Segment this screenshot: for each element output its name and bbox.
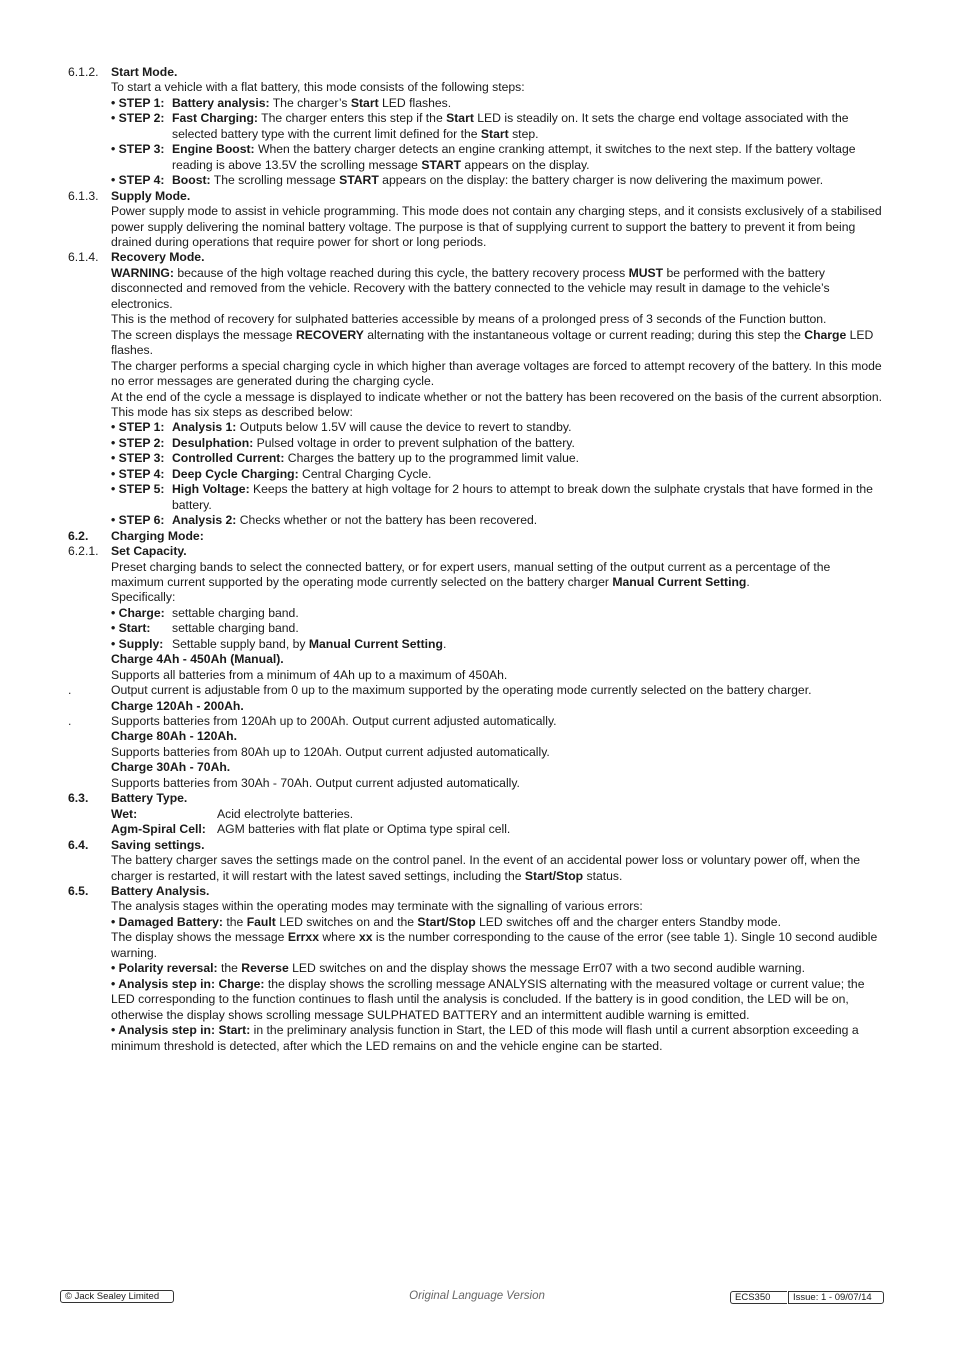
paragraph: Supports all batteries from a minimum of 4Ah up to a maximum of 450Ah. — [111, 667, 508, 682]
paragraph: Specifically: — [111, 590, 176, 605]
warning-paragraph: WARNING: because of the high voltage reached during this cycle, the battery recovery process MUST be performed with the battery disconnected and removed from the vehicle. Recovery with the battery connected to the vehicle may result in damage to the vehicle’s electronics. — [111, 265, 830, 311]
paragraph: The display shows the message Errxx where xx is the number corresponding to the cause of the error (see table 1). Single 10 second audible warning. — [111, 930, 878, 960]
step-item: • STEP 3: Engine Boost: When the battery charger detects an engine cranking attempt, it switches to the next step. If the battery voltage reading is above 13.5V the scrolling message START appears on the display. — [111, 142, 856, 172]
section-heading: 6.3. Battery Type. — [68, 791, 188, 806]
model-number-box: ECS350 — [730, 1291, 787, 1304]
band-item: • Charge: settable charging band. — [111, 605, 299, 620]
section-heading: 6.1.4. Recovery Mode. — [68, 250, 205, 265]
section-number: 6.5. — [68, 884, 89, 899]
issue-box: Issue: 1 - 09/07/14 — [788, 1291, 884, 1304]
subheading: Charge 80Ah - 120Ah. — [111, 729, 237, 744]
section-heading: 6.1.2. Start Mode. — [68, 65, 178, 79]
subheading: Charge 4Ah - 450Ah (Manual). — [111, 652, 284, 667]
section-number: 6.3. — [68, 791, 89, 806]
section-heading: 6.2. Charging Mode: — [68, 528, 204, 543]
paragraph: • Damaged Battery: the Fault LED switches on and the Start/Stop LED switches off and the charger enters Standby mode. — [111, 914, 781, 929]
paragraph: . Supports batteries from 120Ah up to 200Ah. Output current adjusted automatically. — [68, 714, 557, 729]
page-footer — [0, 1288, 954, 1308]
band-item: • Start: settable charging band. — [111, 621, 299, 636]
band-item: • Supply: Settable supply band, by Manual Current Setting. — [111, 636, 447, 651]
section-number: 6.1.3. — [68, 188, 99, 203]
paragraph: The screen displays the message RECOVERY alternating with the instantaneous voltage or current reading; during this step the Charge LED flashes. — [111, 327, 874, 358]
copyright-box: © Jack Sealey Limited — [60, 1290, 174, 1303]
section-heading: 6.2.1. Set Capacity. — [68, 544, 187, 559]
paragraph: The analysis stages within the operating modes may terminate with the signalling of various errors: — [111, 899, 643, 914]
battery-type-wet: Wet: Acid electrolyte batteries. — [111, 806, 354, 821]
step-item: • STEP 1: Analysis 1: Outputs below 1.5V will cause the device to revert to standby. — [111, 420, 572, 435]
step-item: • STEP 1: Battery analysis: The charger’s Start LED flashes. — [111, 95, 452, 110]
paragraph: This is the method of recovery for sulphated batteries accessible by means of a prolonged press of 3 seconds of the Function button. — [111, 312, 827, 327]
paragraph: Preset charging bands to select the connected battery, or for expert users, manual setting of the output current as a percentage of the maximum current supported by the operating mode currently selected on the battery charger Manual Current Setting. — [111, 559, 831, 589]
paragraph: Power supply mode to assist in vehicle programming. This mode does not contain any charging steps, and it consists exclusively of a stabilised power supply delivering the nominal battery voltage. The purpose is that of supplying current to support the battery to prevent it from being drained during operations that require power for short or long periods. — [111, 204, 882, 249]
step-item: • STEP 4: Boost: The scrolling message START appears on the display: the battery charger is now delivering the maximum power. — [111, 173, 824, 188]
battery-type-agm: Agm-Spiral Cell: AGM batteries with flat plate or Optima type spiral cell. — [111, 822, 511, 837]
paragraph: . Output current is adjustable from 0 up to the maximum supported by the operating mode currently selected on the battery charger. — [68, 683, 812, 698]
section-number: 6.2. — [68, 528, 89, 543]
step-item: • STEP 2: Fast Charging: The charger enters this step if the Start LED is steadily on. It sets the charge end voltage associated with the selected battery type with the current limit defined for the Start step. — [111, 111, 849, 141]
section-heading: 6.4. Saving settings. — [68, 837, 205, 852]
step-item: • STEP 5: High Voltage: Keeps the battery at high voltage for 2 hours to attempt to break down the sulphate crystals that have formed in the battery. — [111, 482, 873, 512]
document-body — [68, 65, 886, 1054]
section-heading: 6.5. Battery Analysis. — [68, 884, 210, 899]
section-number: 6.4. — [68, 837, 89, 852]
paragraph: Supports batteries from 80Ah up to 120Ah. Output current adjusted automatically. — [111, 744, 550, 759]
step-item: • STEP 4: Deep Cycle Charging: Central Charging Cycle. — [111, 466, 432, 481]
paragraph: This mode has six steps as described below: — [111, 404, 353, 419]
step-item: • STEP 3: Controlled Current: Charges the battery up to the programmed limit value. — [111, 451, 580, 466]
subheading: Charge 30Ah - 70Ah. — [111, 760, 231, 775]
original-language-label: Original Language Version — [409, 1290, 545, 1302]
paragraph: • Polarity reversal: the Reverse LED switches on and the display shows the message Err07 with a two second audible warning. — [111, 961, 805, 976]
paragraph: The charger performs a special charging cycle in which higher than average voltages are forced to attempt recovery of the battery. In this mode no error messages are generated during the charging cycle. — [111, 358, 882, 389]
section-number: 6.1.4. — [68, 250, 99, 265]
paragraph: At the end of the cycle a message is displayed to indicate whether or not the battery has been recovered on the basis of the current absorption. — [111, 389, 882, 404]
paragraph: • Analysis step in: Start: in the preliminary analysis function in Start, the LED of this mode will flash until a current absorption exceeding a minimum threshold is detected, after which the LED remains on and the vehicle engine can be started. — [111, 1023, 859, 1053]
subheading: Charge 120Ah - 200Ah. — [111, 698, 244, 713]
section-number: 6.1.2. — [68, 65, 99, 79]
paragraph: The battery charger saves the settings made on the control panel. In the event of an accidental power loss or voluntary power off, when the charger is restarted, it will restart with the latest saved settings, including the Start/Stop status. — [111, 853, 861, 883]
paragraph: Supports batteries from 30Ah - 70Ah. Output current adjusted automatically. — [111, 775, 520, 790]
section-number: 6.2.1. — [68, 544, 99, 559]
paragraph: • Analysis step in: Charge: the display shows the scrolling message ANALYSIS alternating with the measured voltage or current value; the LED corresponding to the function continues to flash until the analysis is concluded. If the battery is in good condition, the LED will be on, otherwise the display shows scrolling message SULPHATED BATTERY and an intermittent audible warning is emitted. — [111, 976, 865, 1022]
section-heading: 6.1.3. Supply Mode. — [68, 188, 191, 203]
step-item: • STEP 2: Desulphation: Pulsed voltage in order to prevent sulphation of the battery. — [111, 435, 575, 450]
step-item: • STEP 6: Analysis 2: Checks whether or not the battery has been recovered. — [111, 513, 538, 528]
paragraph: To start a vehicle with a flat battery, this mode consists of the following steps: — [111, 80, 525, 95]
